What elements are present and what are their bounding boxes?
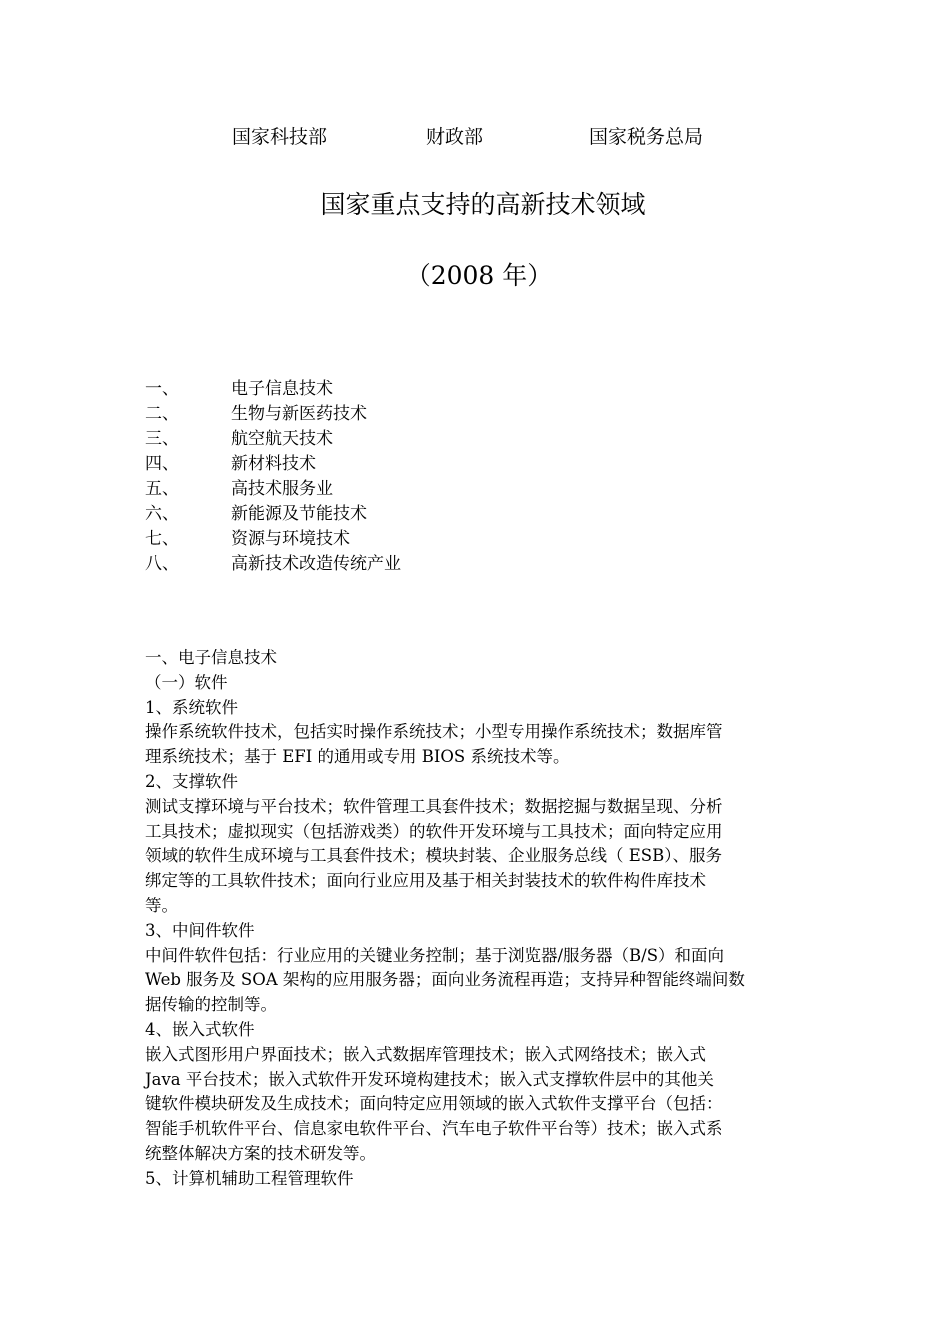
- paragraph-line: Java 平台技术；嵌入式软件开发环境构建技术；嵌入式支撑软件层中的其他关: [145, 1069, 714, 1089]
- toc-item-label: 新能源及节能技术: [231, 504, 367, 524]
- item-heading: 3、中间件软件: [145, 920, 255, 940]
- toc-item-label: 新材料技术: [231, 454, 316, 474]
- paragraph-line: 嵌入式图形用户界面技术；嵌入式数据库管理技术；嵌入式网络技术；嵌入式: [145, 1044, 706, 1064]
- agency-most: 国家科技部: [232, 126, 328, 148]
- paragraph-line: 操作系统软件技术，包括实时操作系统技术；小型专用操作系统技术；数据库管: [145, 722, 723, 742]
- item-heading: 5、计算机辅助工程管理软件: [145, 1168, 354, 1188]
- toc-item-number: 一、: [145, 379, 179, 399]
- paragraph-line: 理系统技术；基于 EFI 的通用或专用 BIOS 系统技术等。: [145, 747, 570, 767]
- item-heading: 2、支撑软件: [145, 771, 238, 791]
- toc-item-label: 高技术服务业: [231, 479, 333, 499]
- paragraph-line: Web 服务及 SOA 架构的应用服务器；面向业务流程再造；支持异种智能终端间数: [145, 970, 745, 990]
- paragraph-line: 领域的软件生成环境与工具套件技术；模块封装、企业服务总线（ ESB）、服务: [145, 846, 722, 866]
- agency-mof: 财政部: [426, 126, 484, 148]
- toc-item-number: 七、: [145, 529, 179, 549]
- paragraph-line: 测试支撑环境与平台技术；软件管理工具套件技术；数据挖掘与数据呈现、分析: [145, 796, 723, 816]
- paragraph-line: 等。: [145, 895, 178, 915]
- toc-item-number: 二、: [145, 404, 179, 424]
- toc-item: [145, 477, 785, 502]
- toc-item: [145, 502, 785, 527]
- paragraph-line: 统整体解决方案的技术研发等。: [145, 1143, 376, 1163]
- item-heading: 1、系统软件: [145, 697, 238, 717]
- paragraph-line: 键软件模块研发及生成技术；面向特定应用领域的嵌入式软件支撑平台（包括：: [145, 1094, 723, 1114]
- toc-item-label: 航空航天技术: [231, 429, 333, 449]
- document-body: [145, 646, 810, 1192]
- table-of-contents: [145, 377, 785, 577]
- issuing-agencies: [0, 122, 950, 152]
- paragraph-line: 工具技术；虚拟现实（包括游戏类）的软件开发环境与工具技术；面向特定应用: [145, 821, 723, 841]
- paragraph-line: 智能手机软件平台、信息家电软件平台、汽车电子软件平台等）技术；嵌入式系: [145, 1119, 723, 1139]
- toc-item-label: 高新技术改造传统产业: [231, 554, 401, 574]
- paragraph-line: 绑定等的工具软件技术；面向行业应用及基于相关封装技术的软件构件库技术: [145, 871, 706, 891]
- toc-item: [145, 552, 785, 577]
- document-year: （2008 年）: [405, 261, 553, 290]
- toc-item: [145, 402, 785, 427]
- toc-item-number: 四、: [145, 454, 179, 474]
- paragraph-line: 中间件软件包括：行业应用的关键业务控制；基于浏览器/服务器（B/S）和面向: [145, 945, 725, 965]
- toc-item: [145, 452, 785, 477]
- toc-item-number: 五、: [145, 479, 179, 499]
- paragraph-line: 据传输的控制等。: [145, 995, 277, 1015]
- toc-item-number: 八、: [145, 554, 179, 574]
- toc-item: [145, 377, 785, 402]
- section-heading: 一、电子信息技术: [145, 648, 277, 667]
- toc-item: [145, 527, 785, 552]
- toc-item-number: 三、: [145, 429, 179, 449]
- toc-item-number: 六、: [145, 504, 179, 524]
- toc-item-label: 电子信息技术: [231, 379, 333, 399]
- toc-item: [145, 427, 785, 452]
- toc-item-label: 生物与新医药技术: [231, 404, 367, 424]
- item-heading: 4、嵌入式软件: [145, 1019, 255, 1039]
- agency-sat: 国家税务总局: [589, 126, 704, 148]
- subsection-heading: （一）软件: [145, 672, 228, 692]
- document-title: 国家重点支持的高新技术领域: [320, 190, 646, 219]
- toc-item-label: 资源与环境技术: [231, 529, 350, 549]
